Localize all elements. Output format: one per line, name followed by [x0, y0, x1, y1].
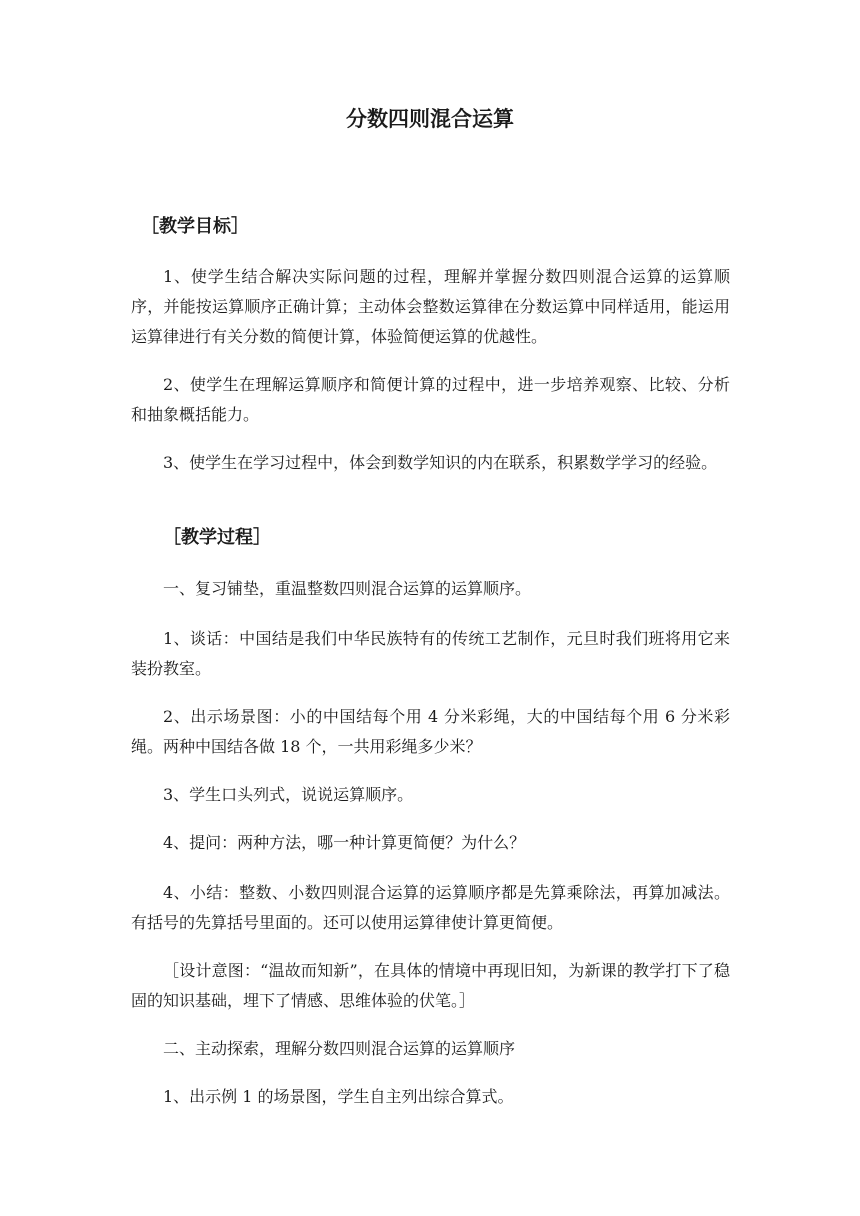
process-paragraph-8: 二、主动探索，理解分数四则混合运算的运算顺序 [163, 1039, 516, 1058]
process-paragraph-2: 1、谈话：中国结是我们中华民族特有的传统工艺制作，元旦时我们班将用它来装扮教室。 [131, 629, 730, 678]
process-paragraph-4: 3、学生口头列式，说说运算顺序。 [163, 785, 414, 804]
section-heading-process: ［教学过程］ [163, 527, 271, 548]
document-title: 分数四则混合运算 [346, 106, 514, 131]
process-paragraph-3: 2、出示场景图：小的中国结每个用 4 分米彩绳，大的中国结每个用 6 分米彩绳。两种中国结各做 18 个，一共用彩绳多少米？ [131, 707, 730, 756]
objective-paragraph-3: 3、使学生在学习过程中，体会到数学知识的内在联系，积累数学学习的经验。 [163, 453, 718, 472]
process-paragraph-1: 一、复习铺垫，重温整数四则混合运算的运算顺序。 [163, 579, 532, 598]
process-paragraph-9: 1、出示例 1 的场景图，学生自主列出综合算式。 [163, 1087, 514, 1106]
design-intent-note: ［设计意图：“温故而知新”，在具体的情境中再现旧知，为新课的教学打下了稳固的知识基础，埋下了情感、思维体验的伏笔。］ [131, 961, 730, 1010]
process-paragraph-5: 4、提问：两种方法，哪一种计算更简便？为什么？ [163, 833, 526, 852]
objective-paragraph-2: 2、使学生在理解运算顺序和简便计算的过程中，进一步培养观察、比较、分析和抽象概括能力。 [131, 375, 730, 424]
process-paragraph-6: 4、小结：整数、小数四则混合运算的运算顺序都是先算乘除法，再算加减法。有括号的先算括号里面的。还可以使用运算律使计算更简便。 [131, 883, 730, 932]
section-heading-objectives: ［教学目标］ [141, 216, 249, 237]
objective-paragraph-1: 1、使学生结合解决实际问题的过程，理解并掌握分数四则混合运算的运算顺序，并能按运算顺序正确计算；主动体会整数运算律在分数运算中同样适用，能运用运算律进行有关分数的简便计算，体验简便运算的优越性。 [131, 267, 730, 346]
